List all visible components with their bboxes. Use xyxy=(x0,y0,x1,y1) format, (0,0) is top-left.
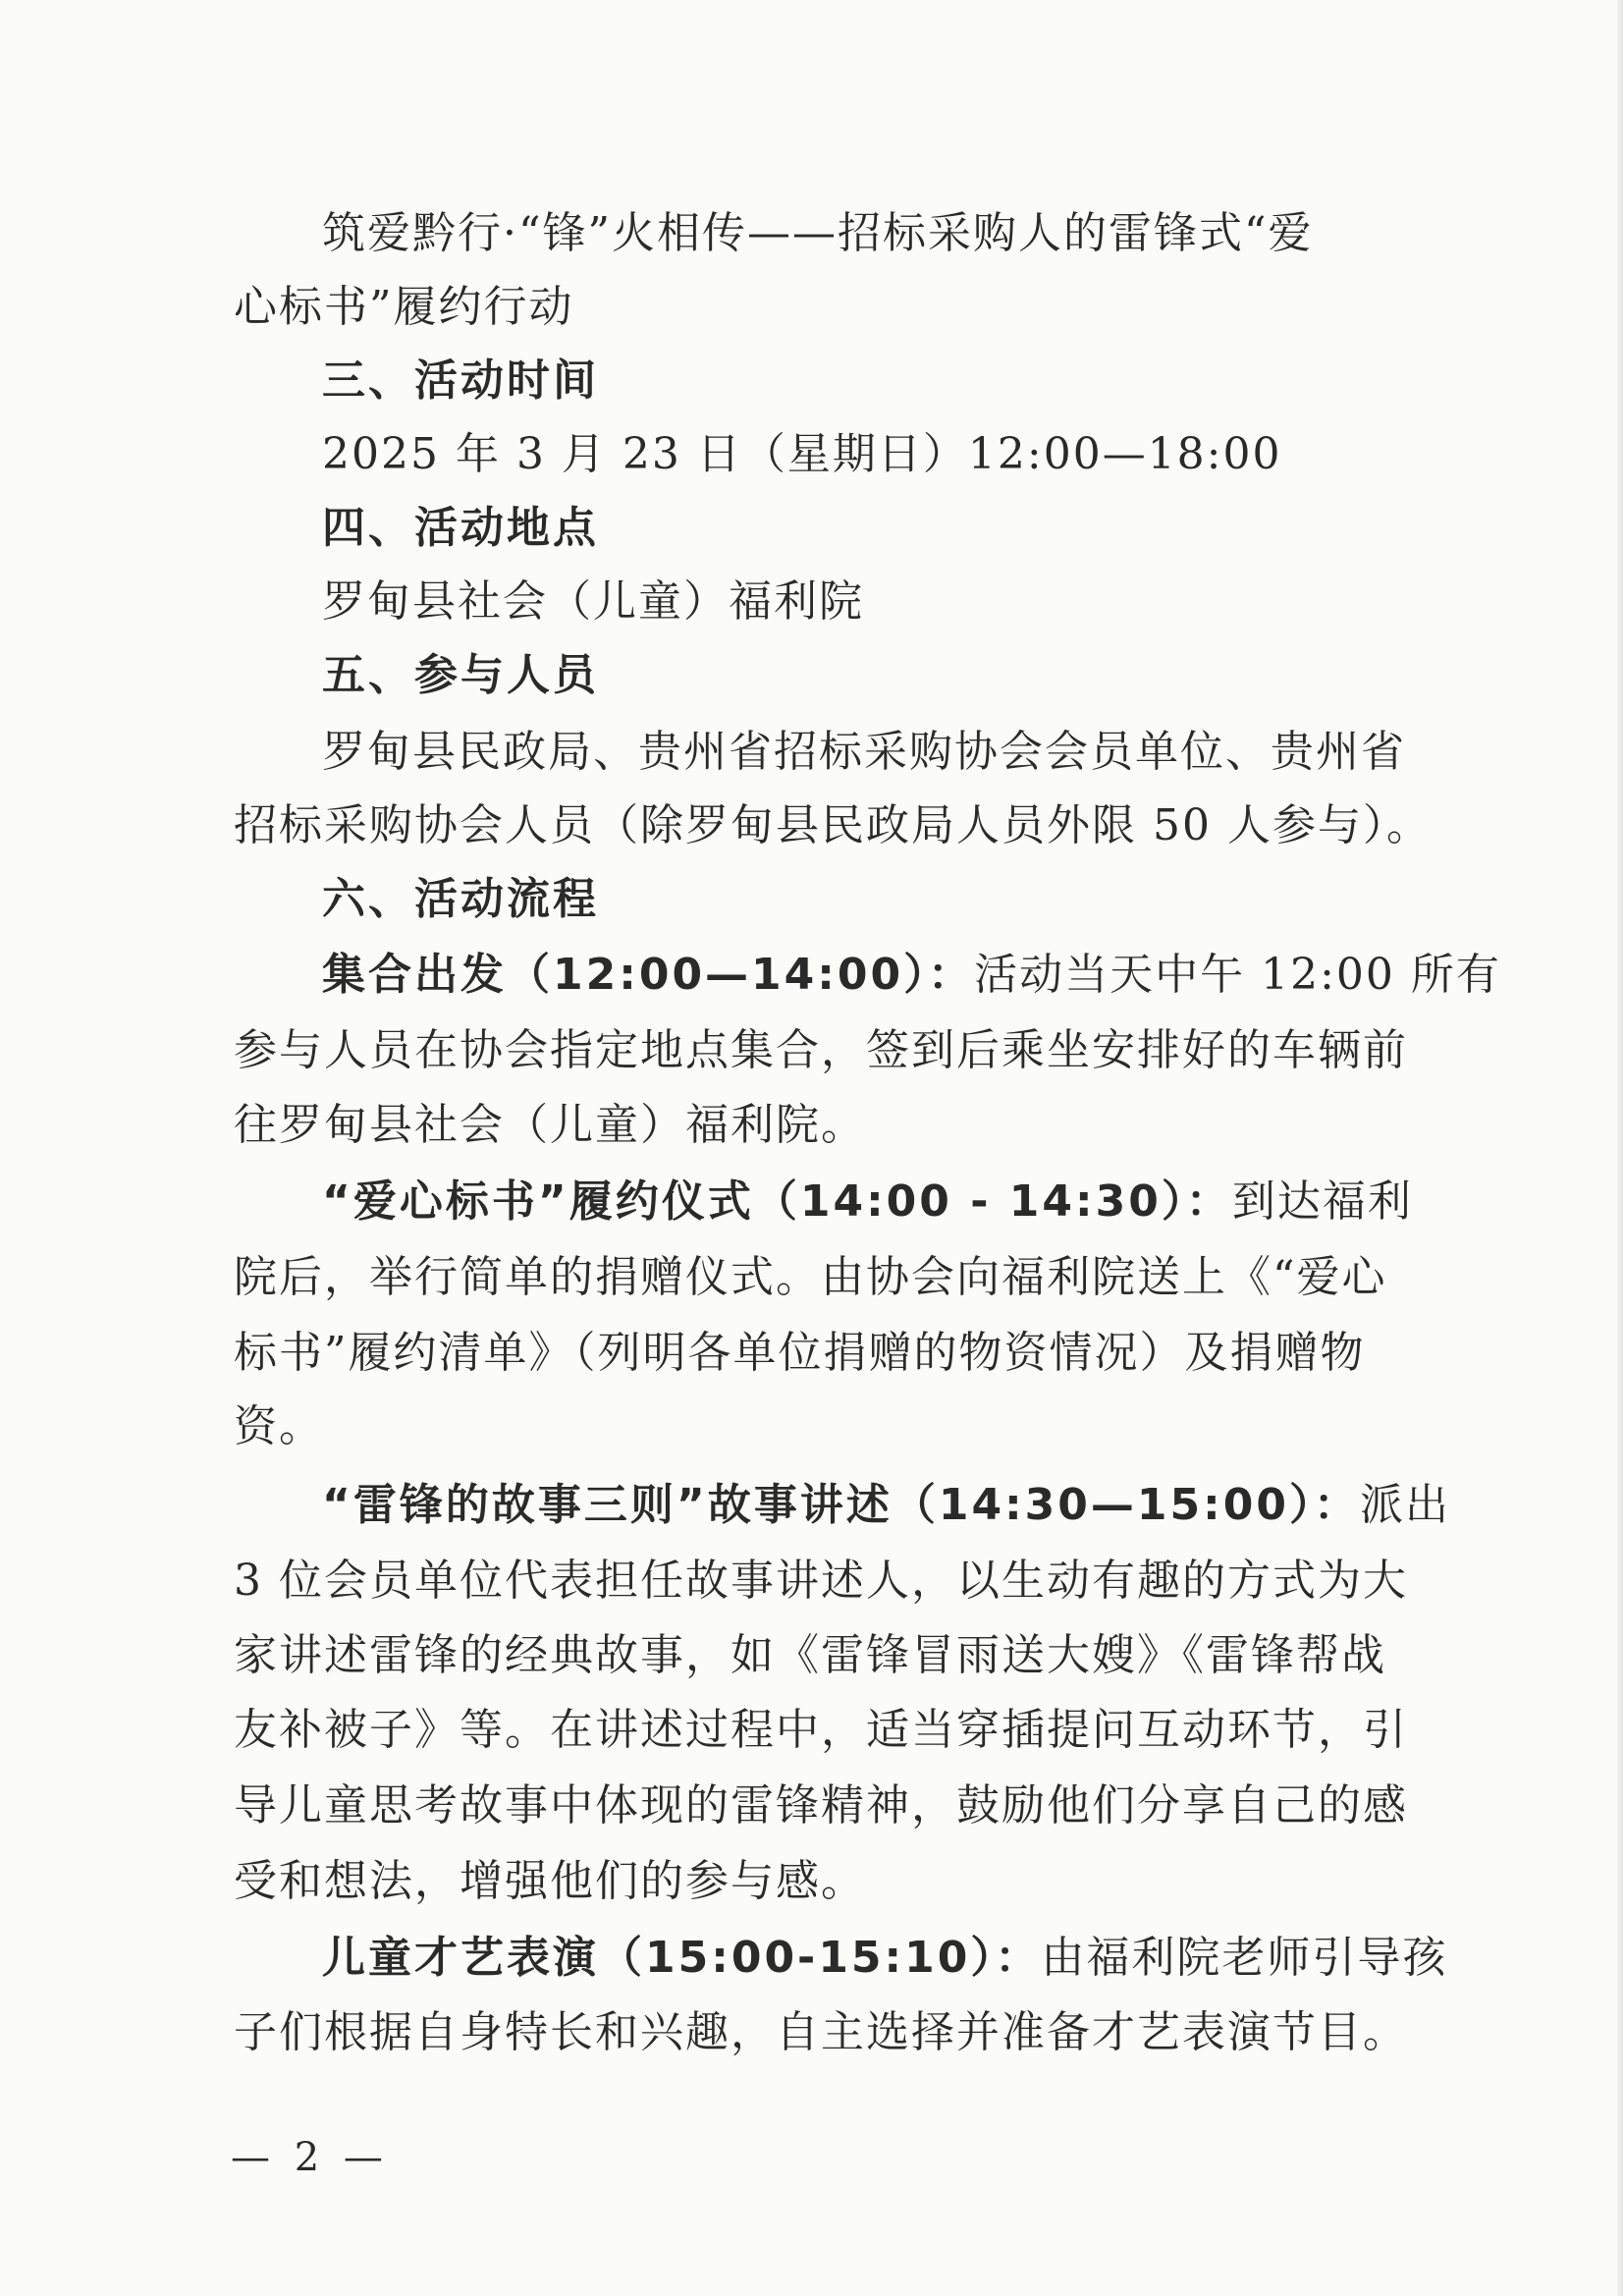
step-stories-line-6: 受和想法，增强他们的参与感。 xyxy=(234,1856,866,1906)
intro-line-1: 筑爱黔行·“锋”火相传——招标采购人的雷锋式“爱 xyxy=(322,208,1314,258)
step-gathering-line-3: 往罗甸县社会（儿童）福利院。 xyxy=(234,1100,866,1150)
step-gathering-text: 活动当天中午 12:00 所有 xyxy=(974,950,1501,1000)
step-stories-line-3: 家讲述雷锋的经典故事，如《雷锋冒雨送大嫂》《雷锋帮战 xyxy=(234,1630,1386,1680)
step-stories-text: 派出 xyxy=(1359,1480,1450,1530)
step-gathering-title: 集合出发（12:00—14:00）： xyxy=(322,950,975,1000)
section-heading-time: 三、活动时间 xyxy=(322,355,599,406)
step-stories-line-5: 导儿童思考故事中体现的雷锋精神，鼓励他们分享自己的感 xyxy=(234,1780,1408,1831)
step-stories-line-4: 友补被子》等。在讲述过程中，适当穿插提问互动环节，引 xyxy=(234,1705,1408,1755)
participants-line-2: 招标采购协会人员（除罗甸县民政局人员外限 50 人参与）。 xyxy=(234,800,1432,850)
activity-time: 2025 年 3 月 23 日（星期日）12:00—18:00 xyxy=(322,429,1282,479)
section-heading-process: 六、活动流程 xyxy=(322,874,599,924)
step-ceremony-line-3: 标书”履约清单》（列明各单位捐赠的物资情况）及捐赠物 xyxy=(234,1328,1366,1378)
step-ceremony-line-4: 资。 xyxy=(234,1401,324,1451)
section-heading-participants: 五、参与人员 xyxy=(322,650,599,700)
page-number: — 2 — xyxy=(231,2135,389,2180)
activity-location: 罗甸县社会（儿童）福利院 xyxy=(322,576,864,627)
scan-edge xyxy=(1617,0,1623,2296)
step-performance-line-1 xyxy=(322,1931,1447,1986)
step-ceremony-title: “爱心标书”履约仪式（14:00 - 14:30）： xyxy=(322,1176,1232,1227)
intro-line-2: 心标书”履约行动 xyxy=(234,282,574,332)
participants-line-1: 罗甸县民政局、贵州省招标采购协会会员单位、贵州省 xyxy=(322,727,1406,777)
step-performance-line-2: 子们根据自身特长和兴趣，自主选择并准备才艺表演节目。 xyxy=(234,2007,1408,2057)
step-stories-title: “雷锋的故事三则”故事讲述（14:30—15:00）： xyxy=(322,1480,1360,1530)
step-stories-line-1 xyxy=(322,1478,1450,1533)
step-performance-title: 儿童才艺表演（15:00-15:10）： xyxy=(322,1933,1042,1983)
step-stories-line-2: 3 位会员单位代表担任故事讲述人，以生动有趣的方式为大 xyxy=(234,1556,1408,1606)
step-ceremony-line-1 xyxy=(322,1175,1413,1230)
step-ceremony-line-2: 院后，举行简单的捐赠仪式。由协会向福利院送上《“爱心 xyxy=(234,1252,1387,1302)
step-gathering-line-1 xyxy=(322,948,1501,1003)
step-ceremony-text: 到达福利 xyxy=(1231,1176,1413,1227)
section-heading-location: 四、活动地点 xyxy=(322,503,599,553)
step-gathering-line-2: 参与人员在协会指定地点集合，签到后乘坐安排好的车辆前 xyxy=(234,1025,1408,1075)
step-performance-text: 由福利院老师引导孩 xyxy=(1041,1933,1448,1983)
